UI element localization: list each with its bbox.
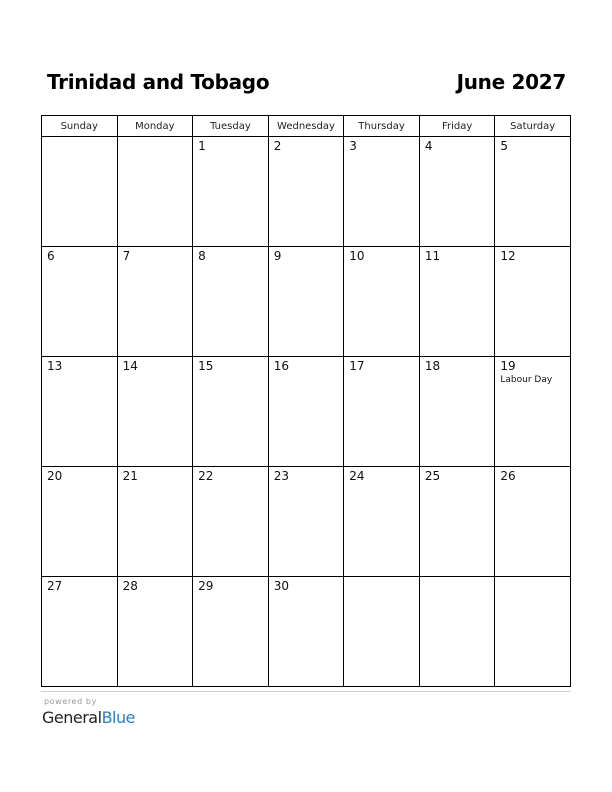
day-number: 6	[47, 249, 55, 263]
day-number: 24	[349, 469, 365, 483]
day-number: 3	[349, 139, 357, 153]
calendar-header	[46, 70, 566, 100]
day-number: 12	[500, 249, 516, 263]
month-title: June 2027	[456, 70, 566, 94]
day-number: 26	[500, 469, 516, 483]
weekday-saturday: Saturday	[495, 116, 571, 137]
day-cell	[193, 467, 269, 577]
day-cell	[419, 467, 495, 577]
day-cell	[42, 247, 118, 357]
weekday-tuesday: Tuesday	[193, 116, 269, 137]
day-cell	[193, 247, 269, 357]
calendar-grid	[41, 115, 571, 687]
day-number: 19	[500, 359, 516, 373]
day-cell	[419, 247, 495, 357]
day-number: 7	[122, 249, 131, 263]
day-cell	[42, 577, 118, 687]
day-number: 18	[424, 359, 441, 373]
day-cell	[344, 357, 420, 467]
day-cell	[495, 357, 571, 467]
day-number: 8	[198, 249, 206, 263]
day-number: 27	[47, 579, 63, 593]
day-number: 20	[47, 469, 63, 483]
day-cell	[419, 357, 495, 467]
day-number: 13	[47, 359, 63, 373]
day-number: 23	[273, 469, 289, 483]
weekday-friday: Friday	[419, 116, 495, 137]
weekday-thursday: Thursday	[344, 116, 420, 137]
weekday-wednesday: Wednesday	[268, 116, 344, 137]
day-number: 30	[273, 579, 289, 593]
weekday-header-row	[42, 116, 571, 137]
day-cell	[117, 247, 193, 357]
day-number: 16	[273, 359, 289, 373]
day-number: 1	[198, 139, 206, 153]
day-cell	[344, 577, 420, 687]
powered-by-text: powered by	[44, 697, 97, 706]
day-number: 28	[122, 579, 138, 593]
day-cell	[344, 467, 420, 577]
day-cell	[193, 577, 269, 687]
day-cell	[495, 577, 571, 687]
day-cell	[193, 137, 269, 247]
day-number: 17	[349, 359, 365, 373]
day-cell	[495, 467, 571, 577]
day-number: 21	[122, 469, 138, 483]
day-cell	[419, 137, 495, 247]
day-cell	[268, 247, 344, 357]
brand-name-general: General	[42, 708, 102, 727]
day-cell	[117, 357, 193, 467]
day-cell	[495, 247, 571, 357]
day-cell	[268, 577, 344, 687]
brand-name-blue: Blue	[101, 708, 135, 727]
day-cell	[344, 247, 420, 357]
day-cell	[419, 577, 495, 687]
holiday-label: Labour Day	[500, 375, 553, 385]
footer-divider	[41, 691, 571, 692]
day-number: 29	[198, 579, 214, 593]
weekday-sunday: Sunday	[42, 116, 118, 137]
day-cell	[42, 357, 118, 467]
week-row-3	[42, 357, 571, 467]
day-number: 10	[349, 249, 365, 263]
day-number: 2	[273, 139, 282, 153]
brand-logo[interactable]	[42, 708, 135, 727]
day-number: 4	[424, 139, 433, 153]
day-cell	[495, 137, 571, 247]
day-cell	[268, 137, 344, 247]
day-number: 15	[198, 359, 214, 373]
day-number: 14	[122, 359, 138, 373]
day-cell	[42, 467, 118, 577]
day-number: 5	[500, 139, 509, 153]
day-cell	[268, 467, 344, 577]
day-number: 9	[273, 249, 282, 263]
day-cell	[117, 577, 193, 687]
day-cell	[344, 137, 420, 247]
day-number: 11	[424, 249, 441, 263]
week-row-2	[42, 247, 571, 357]
day-cell	[268, 357, 344, 467]
day-cell	[117, 467, 193, 577]
country-title: Trinidad and Tobago	[47, 70, 270, 94]
day-number: 25	[424, 469, 441, 483]
day-cell	[193, 357, 269, 467]
day-number: 22	[198, 469, 214, 483]
week-row-5	[42, 577, 571, 687]
weekday-monday: Monday	[117, 116, 193, 137]
week-row-4	[42, 467, 571, 577]
day-cell	[42, 137, 118, 247]
week-row-1	[42, 137, 571, 247]
day-cell	[117, 137, 193, 247]
